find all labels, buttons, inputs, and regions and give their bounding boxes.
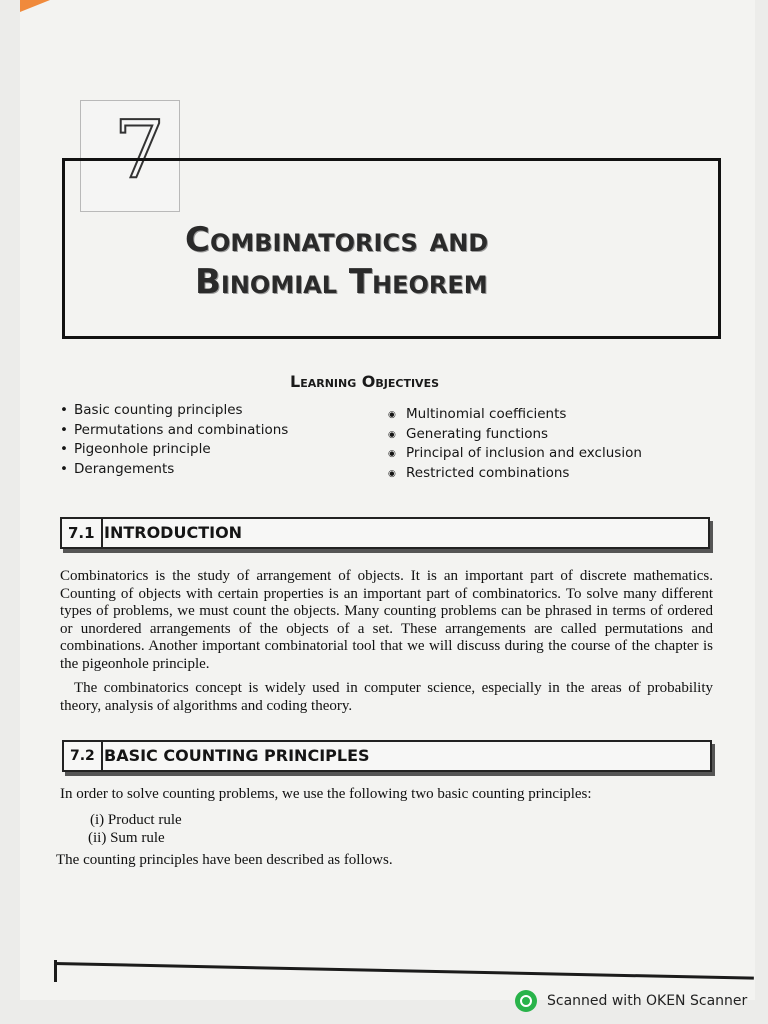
chapter-title-box — [62, 158, 721, 339]
section-number: 7.2 — [64, 742, 103, 770]
objective-item: ◉ Principal of inclusion and exclusion — [388, 444, 642, 464]
objective-item: ◉ Multinomial coefficients — [388, 405, 642, 425]
section-number: 7.1 — [62, 519, 103, 547]
chapter-number: 7 — [114, 103, 165, 196]
section-heading-introduction — [60, 517, 710, 549]
scanner-watermark-text: Scanned with OKEN Scanner — [547, 993, 748, 1009]
objective-item: ◉ Restricted combinations — [388, 464, 642, 484]
section-title: BASIC COUNTING PRINCIPLES — [104, 746, 370, 765]
objectives-list-left — [60, 401, 288, 479]
scanner-watermark — [515, 990, 747, 1012]
section-heading-basic-counting — [62, 740, 712, 772]
principle-product-rule: (i) Product rule — [90, 812, 182, 828]
scanned-page — [20, 0, 755, 1000]
principle-sum-rule: (ii) Sum rule — [88, 830, 165, 846]
section-title: INTRODUCTION — [104, 523, 243, 542]
objective-item: • Pigeonhole principle — [60, 440, 288, 460]
objective-item: • Derangements — [60, 460, 288, 480]
chapter-title-line-1: Combinatorics and — [185, 220, 489, 260]
counting-intro-text: In order to solve counting problems, we use the following two basic counting principles: — [60, 786, 592, 802]
chapter-title — [185, 219, 605, 303]
intro-paragraph-1: Combinatorics is the study of arrangement of objects. It is an important part of discrete mathematics. Counting of objects with certain properties is an important part of combinatorics. To solve many different types of problems, we must count the objects. Many counting problems can be phrased in terms of ordered or unordered arrangements of the objects of a set. These arrangements are called permutations and combinations. Another important combinatorial tool that we will discuss during the course of the chapter is the pigeonhole principle. — [60, 568, 713, 672]
objectives-list-right — [388, 405, 642, 483]
chapter-title-line-2: Binomial Theorem — [195, 262, 488, 302]
learning-objectives-heading: Learning Objectives — [290, 372, 440, 391]
objective-item: • Permutations and combinations — [60, 421, 288, 441]
page-bottom-rule — [54, 962, 754, 980]
objective-item: • Basic counting principles — [60, 401, 288, 421]
scanner-logo-icon — [515, 990, 537, 1012]
corner-tab — [20, 0, 50, 12]
objective-item: ◉ Generating functions — [388, 425, 642, 445]
counting-closing-text: The counting principles have been described as follows. — [56, 852, 393, 868]
intro-paragraph-2: The combinatorics concept is widely used in computer science, especially in the areas of probability theory, analysis of algorithms and coding theory. — [60, 680, 713, 714]
